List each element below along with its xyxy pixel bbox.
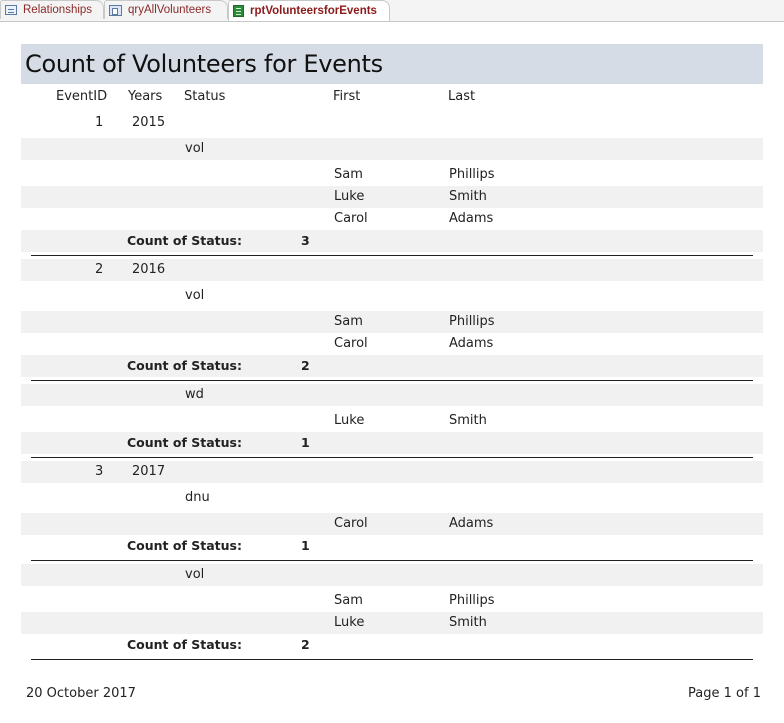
event-row: [21, 259, 763, 281]
count-of-status-label: Count of Status:: [127, 435, 242, 450]
event-id-cell: 2: [95, 262, 104, 277]
header-event-id: EventID: [56, 89, 108, 104]
status-row: [21, 384, 763, 406]
first-name-cell: Luke: [334, 615, 365, 630]
query-icon: [109, 5, 122, 16]
count-row: [21, 634, 763, 656]
header-first: First: [333, 89, 361, 104]
group-divider: [31, 457, 753, 458]
group-divider: [31, 380, 753, 381]
person-row: [21, 186, 763, 208]
last-name-cell: Smith: [449, 615, 487, 630]
count-of-status-label: Count of Status:: [127, 233, 242, 248]
count-row: [21, 432, 763, 454]
footer-date: 20 October 2017: [26, 686, 136, 701]
person-row: [21, 612, 763, 634]
person-row: [21, 590, 763, 612]
first-name-cell: Carol: [334, 336, 368, 351]
status-cell: vol: [185, 288, 205, 303]
person-row: [21, 410, 763, 432]
tab-rpt-volunteers-for-events[interactable]: [228, 0, 390, 21]
event-row: [21, 112, 763, 134]
person-row: [21, 333, 763, 355]
event-id-cell: 1: [95, 115, 104, 130]
header-status: Status: [184, 89, 226, 104]
last-name-cell: Phillips: [449, 314, 495, 329]
tab-qry-all-volunteers-label: qryAllVolunteers: [128, 4, 212, 16]
group-divider: [31, 255, 753, 256]
last-name-cell: Adams: [449, 516, 494, 531]
first-name-cell: Luke: [334, 189, 365, 204]
status-cell: wd: [185, 387, 204, 402]
footer-page-number: Page 1 of 1: [688, 686, 761, 701]
status-row: [21, 487, 763, 509]
first-name-cell: Carol: [334, 211, 368, 226]
document-tab-bar: [0, 0, 784, 22]
first-name-cell: Carol: [334, 516, 368, 531]
count-of-status-value: 3: [301, 233, 310, 248]
group-divider: [31, 659, 753, 660]
count-of-status-label: Count of Status:: [127, 358, 242, 373]
count-of-status-label: Count of Status:: [127, 637, 242, 652]
tab-rpt-volunteers-for-events-label: rptVolunteersforEvents: [250, 5, 377, 17]
count-row: [21, 355, 763, 377]
person-row: [21, 208, 763, 230]
report-title: Count of Volunteers for Events: [25, 50, 383, 78]
last-name-cell: Phillips: [449, 593, 495, 608]
status-cell: vol: [185, 567, 205, 582]
group-divider: [31, 560, 753, 561]
count-of-status-value: 2: [301, 358, 310, 373]
first-name-cell: Sam: [334, 593, 363, 608]
tab-qry-all-volunteers[interactable]: [104, 0, 228, 19]
count-of-status-value: 2: [301, 637, 310, 652]
event-id-cell: 3: [95, 464, 104, 479]
report-title-bar: [21, 44, 763, 84]
event-row: [21, 461, 763, 483]
last-name-cell: Adams: [449, 336, 494, 351]
tab-relationships-label: Relationships: [23, 4, 93, 16]
last-name-cell: Smith: [449, 413, 487, 428]
status-row: [21, 564, 763, 586]
header-years: Years: [128, 89, 163, 104]
report-icon: [233, 5, 244, 17]
first-name-cell: Sam: [334, 314, 363, 329]
event-year-cell: 2016: [132, 262, 166, 277]
event-year-cell: 2015: [132, 115, 166, 130]
last-name-cell: Adams: [449, 211, 494, 226]
first-name-cell: Sam: [334, 167, 363, 182]
person-row: [21, 311, 763, 333]
count-row: [21, 535, 763, 557]
status-row: [21, 285, 763, 307]
count-of-status-value: 1: [301, 538, 310, 553]
status-cell: vol: [185, 141, 205, 156]
relationships-icon: [5, 5, 17, 15]
header-last: Last: [448, 89, 476, 104]
last-name-cell: Phillips: [449, 167, 495, 182]
event-year-cell: 2017: [132, 464, 166, 479]
status-row: [21, 138, 763, 160]
person-row: [21, 513, 763, 535]
last-name-cell: Smith: [449, 189, 487, 204]
status-cell: dnu: [185, 490, 210, 505]
count-of-status-value: 1: [301, 435, 310, 450]
person-row: [21, 164, 763, 186]
count-row: [21, 230, 763, 252]
first-name-cell: Luke: [334, 413, 365, 428]
count-of-status-label: Count of Status:: [127, 538, 242, 553]
tab-relationships[interactable]: [0, 0, 104, 19]
